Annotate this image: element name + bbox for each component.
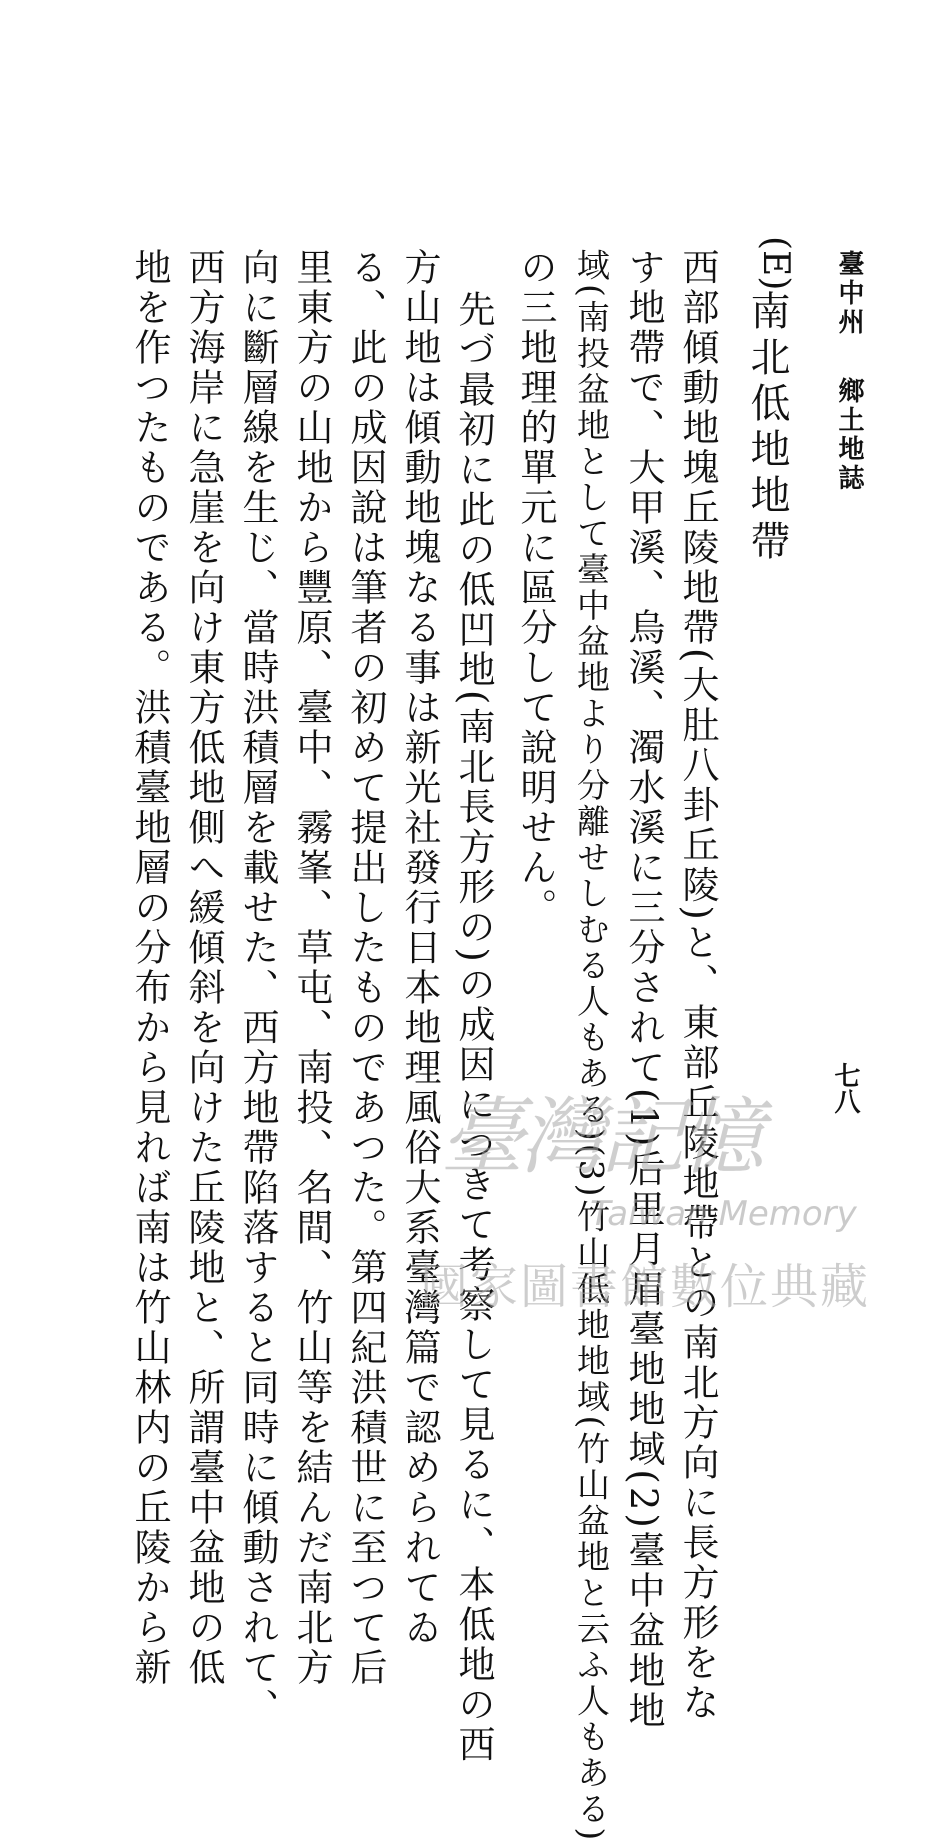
text-line-11: 地を作つたものである。洪積臺地層の分布から見れば南は竹山林内の丘陵から新 (128, 248, 171, 1688)
text-line-5: 先づ最初に此の低凹地(南北長方形の)の成因につきて考察して見るに、本低地の西 (452, 290, 495, 1765)
page-number: 七八 (830, 1062, 860, 1114)
text-line-9: 向に斷層線を生じ、當時洪積層を載せた、西方地帶陷落すると同時に傾動されて、 (236, 248, 279, 1728)
text-line-8: 里東方の山地から豐原、臺中、霧峯、草屯、南投、名間、竹山等を結んだ南北方 (290, 248, 333, 1688)
watermark-chinese: 國家圖書館數位典藏 (420, 1259, 871, 1315)
section-title: 南北低地地帶 (744, 290, 790, 566)
text-line-2: す地帶で、大甲溪、烏溪、濁水溪に三分されて(1)后里月眉臺地地域(2)臺中盆地地 (622, 248, 665, 1731)
text-line-7: る、此の成因說は筆者の初めて提出したものであつた。第四紀洪積世に至つて后 (344, 248, 387, 1688)
header-title: 鄉土地誌 (834, 377, 864, 493)
text-line-10: 西方海岸に急崖を向け東方低地側へ緩傾斜を向けた丘陵地と、所謂臺中盆地の低 (182, 248, 225, 1688)
section-label: (E) (755, 236, 796, 291)
watermark-english: Taiwan Memory (590, 1194, 857, 1234)
header-publication: 臺中州 (834, 250, 864, 337)
text-line-6: 方山地は傾動地塊なる事は新光社發行日本地理風俗大系臺灣篇で認められてゐ (398, 248, 441, 1648)
running-header (831, 250, 868, 493)
text-line-1: 西部傾動地塊丘陵地帶(大肚八卦丘陵)と、東部丘陵地帶との南北方向に長方形をな (676, 248, 719, 1723)
watermark (420, 1070, 880, 1315)
watermark-script: 臺灣記憶 (440, 1088, 761, 1186)
text-line-4: の三地理的單元に區分して說明せん。 (514, 248, 557, 928)
text-line-3: 域(南投盆地として臺中盆地より分離せしむる人もある)(3)竹山低地地域(竹山盆地と云ふ人もある) (572, 248, 611, 1843)
